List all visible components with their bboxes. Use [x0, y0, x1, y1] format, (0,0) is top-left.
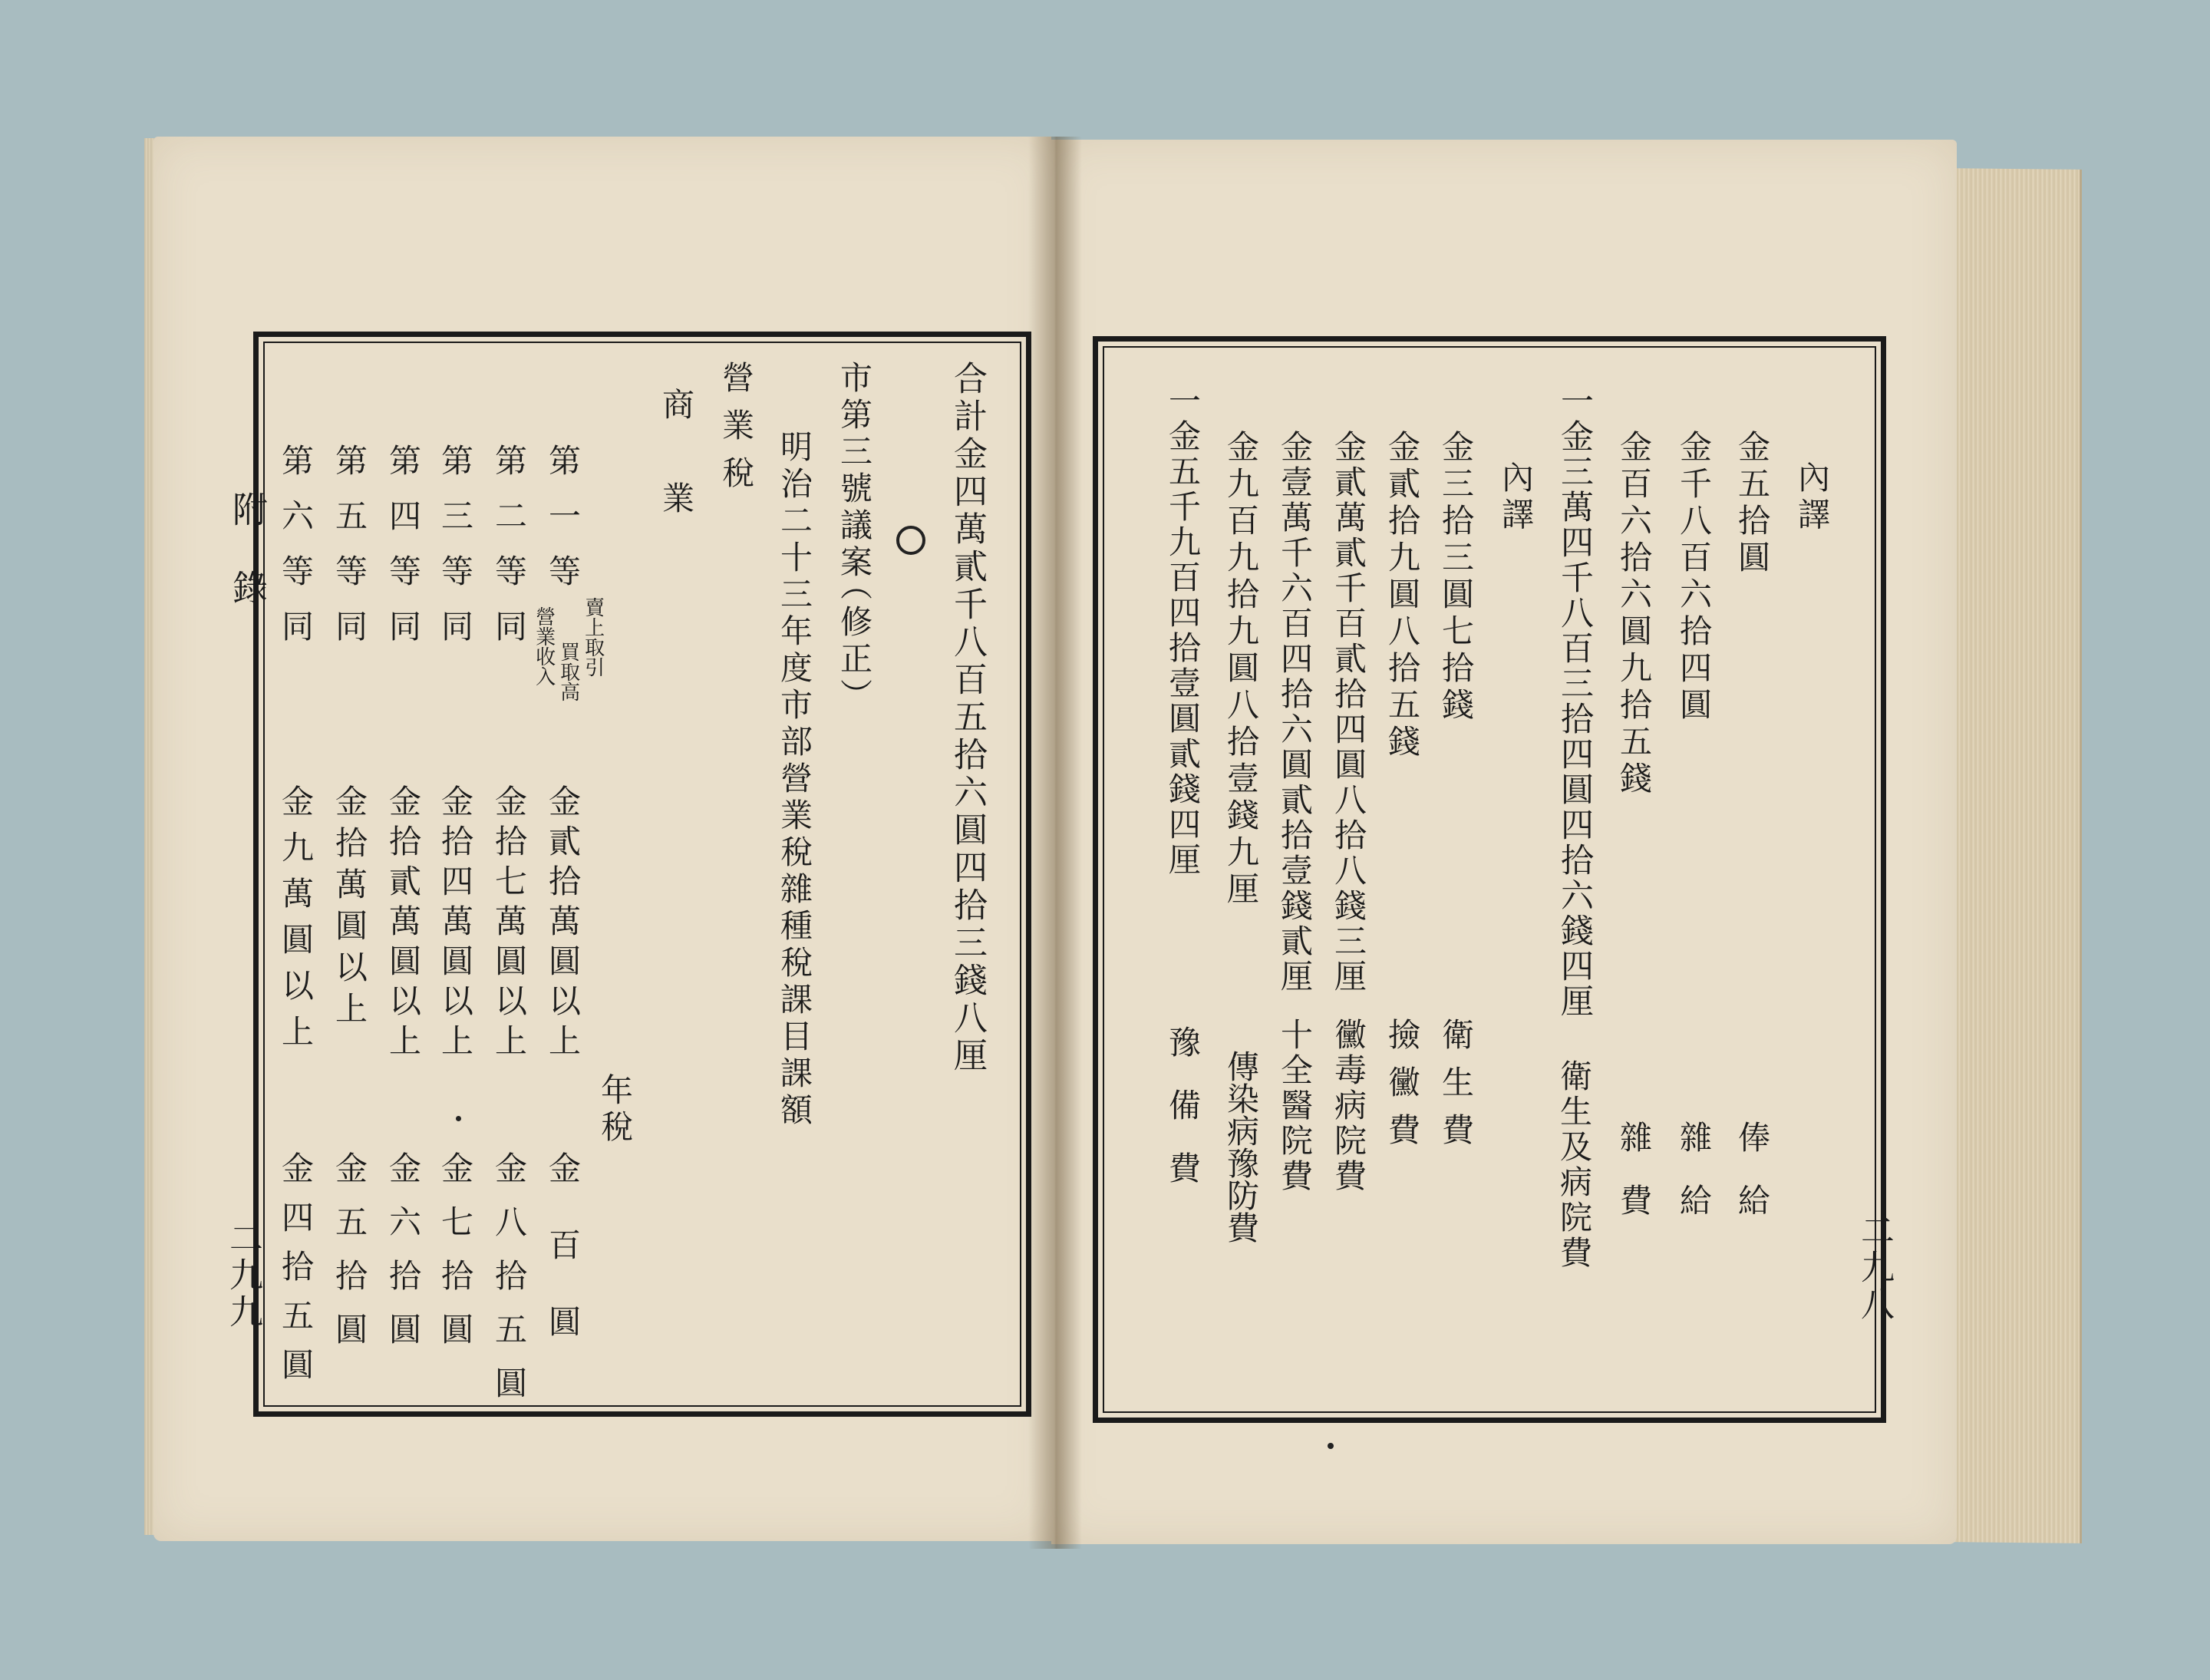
item-label: 俸給	[1733, 1121, 1771, 1246]
grade-threshold: 金九萬圓以上	[277, 784, 315, 1061]
item-label: 雜費	[1615, 1121, 1653, 1246]
grade-threshold: 金拾四萬圓以上	[437, 784, 474, 1064]
right-page-stack	[1941, 168, 2082, 1543]
item-amount: 金三拾三圓七拾錢	[1437, 430, 1475, 724]
breakdown-heading: 內譯	[1793, 460, 1831, 534]
item-amount: 金貳拾九圓八拾五錢	[1384, 430, 1421, 761]
grade-label: 第五等同	[331, 444, 368, 665]
grade-label: 第六等同	[277, 444, 315, 665]
page-number-left: 二九九	[223, 1220, 262, 1331]
total-line: 合計金四萬貳千八百五拾六圓四拾三錢八厘	[948, 361, 987, 1075]
grade-threshold: 金拾七萬圓以上	[490, 784, 528, 1064]
breakdown-heading: 內譯	[1497, 460, 1535, 534]
grade-amount: 金七拾圓	[437, 1151, 474, 1366]
left-text-frame	[253, 332, 1031, 1417]
bill-title: 明治二十三年度市部營業稅雜種稅課目課額	[776, 430, 813, 1130]
item-label: 衛生費	[1437, 1018, 1475, 1160]
grade-note-c: 買取高	[556, 642, 580, 701]
grade-amount: 金六拾圓	[384, 1151, 422, 1366]
main-line: 一金三萬四千八百三拾四圓四拾六錢四厘	[1555, 384, 1594, 1019]
page-number-right: 二九八	[1855, 1213, 1894, 1323]
item-label: 撿黴費	[1384, 1018, 1421, 1160]
main-line-label: 衛生及病院費	[1555, 1059, 1593, 1271]
grade-note-a: 賣上取引	[581, 597, 605, 677]
item-amount: 金九百九拾九圓八拾壹錢九厘	[1222, 430, 1260, 909]
annual-tax-heading: 年稅	[596, 1073, 634, 1147]
grade-threshold: 金拾貳萬圓以上	[384, 784, 422, 1064]
page-header: 附錄	[227, 491, 269, 648]
item-label: 雜給	[1675, 1121, 1713, 1246]
last-line: 一金五千九百四拾壹圓貳錢四厘	[1164, 384, 1202, 878]
ink-speck	[456, 1116, 461, 1121]
item-amount: 金貳萬貳千百貳拾四圓八拾八錢三厘	[1330, 430, 1367, 995]
grade-amount: 金四拾五圓	[277, 1151, 315, 1397]
item-amount: 金千八百六拾四圓	[1675, 430, 1713, 724]
item-label: 傳染病豫防費	[1222, 1050, 1260, 1243]
circle-mark	[896, 526, 925, 555]
merchant-heading: 商業	[658, 388, 695, 575]
item-amount: 金五拾圓	[1733, 430, 1771, 577]
ink-speck	[1328, 1443, 1334, 1449]
item-amount: 金壹萬千六百四拾六圓貳拾壹錢貳厘	[1276, 430, 1314, 995]
grade-threshold: 金貳拾萬圓以上	[544, 784, 582, 1064]
last-line-label: 豫備費	[1164, 1025, 1202, 1214]
grade-threshold: 金拾萬圓以上	[331, 784, 368, 1033]
item-amount: 金百六拾六圓九拾五錢	[1615, 430, 1653, 798]
grade-label: 第二等同	[490, 444, 528, 665]
bill-revision: （修正）	[836, 568, 873, 715]
grade-label: 第四等同	[384, 444, 422, 665]
item-label: 十全醫院費	[1276, 1018, 1314, 1194]
grade-label: 第一等	[544, 444, 582, 609]
grade-amount: 金五拾圓	[331, 1151, 368, 1366]
grade-amount: 金百圓	[544, 1151, 582, 1381]
grade-note-b: 營業收入	[532, 606, 556, 686]
bill-number: 市第三號議案	[836, 361, 873, 582]
grade-label: 第三等同	[437, 444, 474, 665]
item-label: 黴毒病院費	[1330, 1018, 1367, 1194]
tax-heading: 營業稅	[717, 361, 755, 503]
book-gutter	[1028, 137, 1082, 1549]
grade-amount: 金八拾五圓	[490, 1151, 528, 1420]
